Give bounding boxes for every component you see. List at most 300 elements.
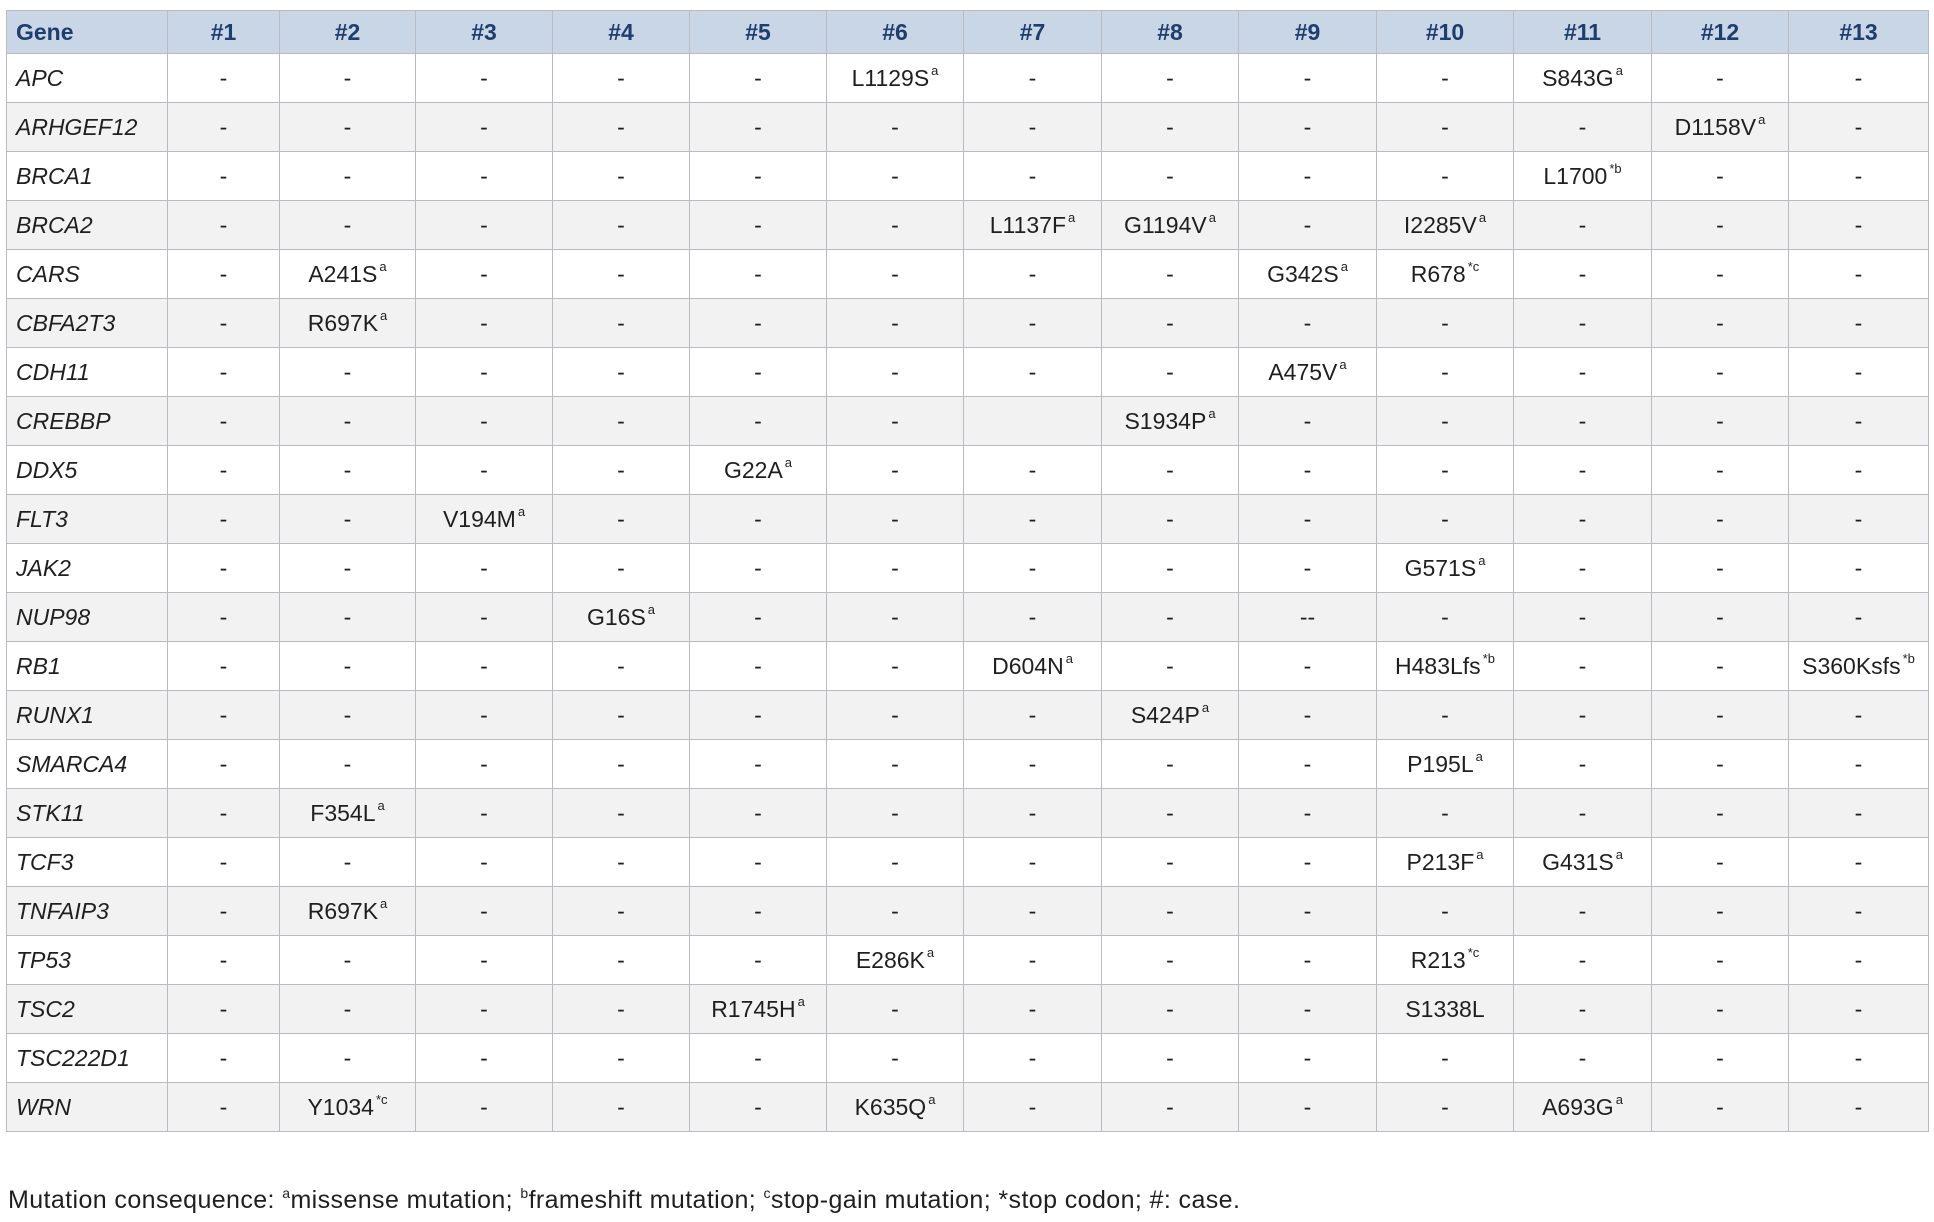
mutation-type-marker: a bbox=[380, 307, 388, 323]
mutation-value: - bbox=[1716, 750, 1724, 777]
mutation-value: - bbox=[1578, 456, 1587, 483]
mutation-value: - bbox=[343, 162, 352, 189]
gene-cell: CREBBP bbox=[7, 397, 168, 446]
mutation-type-marker: *c bbox=[1467, 944, 1480, 960]
mutation-type-marker: *c bbox=[375, 1091, 388, 1107]
table-row bbox=[7, 152, 1929, 201]
mutation-value: - bbox=[1716, 799, 1724, 826]
mutation-value: E286K bbox=[855, 946, 925, 973]
mutation-cell bbox=[964, 446, 1102, 495]
mutation-cell bbox=[1652, 348, 1789, 397]
mutation-value: - bbox=[1854, 554, 1863, 581]
column-header-case: #5 bbox=[690, 11, 827, 54]
mutation-value: - bbox=[1303, 64, 1312, 91]
mutation-cell bbox=[1102, 299, 1239, 348]
mutation-type-marker: a bbox=[1615, 846, 1623, 862]
mutation-value: - bbox=[1854, 113, 1863, 140]
mutation-value: - bbox=[1578, 358, 1587, 385]
mutation-cell bbox=[1102, 103, 1239, 152]
mutation-value: - bbox=[1854, 1093, 1863, 1120]
mutation-type-marker: a bbox=[647, 601, 656, 617]
mutation-value: - bbox=[480, 358, 488, 385]
mutation-cell bbox=[416, 642, 553, 691]
mutation-cell bbox=[1789, 740, 1929, 789]
mutation-cell bbox=[416, 740, 553, 789]
mutation-value: - bbox=[891, 554, 899, 581]
mutation-value: - bbox=[343, 603, 352, 630]
mutation-value: - bbox=[1578, 554, 1587, 581]
mutation-value: - bbox=[1441, 456, 1449, 483]
mutation-cell bbox=[416, 593, 553, 642]
mutation-cell bbox=[690, 348, 827, 397]
gene-cell: BRCA2 bbox=[7, 201, 168, 250]
mutation-cell bbox=[1789, 642, 1929, 691]
gene-cell: ARHGEF12 bbox=[7, 103, 168, 152]
mutation-cell bbox=[1239, 887, 1377, 936]
mutation-cell bbox=[1652, 250, 1789, 299]
mutation-cell bbox=[1789, 691, 1929, 740]
mutation-cell bbox=[1377, 642, 1514, 691]
mutation-value: - bbox=[617, 211, 625, 238]
mutation-cell bbox=[1789, 152, 1929, 201]
mutation-value: - bbox=[617, 260, 625, 287]
mutation-value: - bbox=[219, 309, 228, 336]
mutation-cell bbox=[416, 887, 553, 936]
mutation-cell bbox=[964, 691, 1102, 740]
gene-cell: CDH11 bbox=[7, 348, 168, 397]
mutation-cell bbox=[1789, 887, 1929, 936]
table-row bbox=[7, 250, 1929, 299]
mutation-cell bbox=[280, 348, 416, 397]
mutation-value: - bbox=[219, 211, 228, 238]
mutation-cell bbox=[827, 985, 964, 1034]
table-row bbox=[7, 495, 1929, 544]
mutation-cell bbox=[1514, 985, 1652, 1034]
mutation-value: G22A bbox=[723, 456, 783, 483]
mutation-value: R697K bbox=[307, 309, 379, 336]
mutation-value: - bbox=[1303, 1044, 1312, 1071]
footnote-frameshift-marker: b bbox=[520, 1185, 529, 1201]
mutation-type-marker: a bbox=[1208, 209, 1216, 225]
mutation-value: - bbox=[1716, 358, 1724, 385]
mutation-cell bbox=[553, 299, 690, 348]
mutation-cell bbox=[1102, 740, 1239, 789]
mutation-value: - bbox=[891, 652, 899, 679]
mutation-type-marker: a bbox=[784, 454, 793, 470]
mutation-cell bbox=[1514, 740, 1652, 789]
mutation-value: - bbox=[343, 1044, 352, 1071]
mutation-type-marker: a bbox=[377, 797, 385, 813]
mutation-value: - bbox=[617, 113, 625, 140]
mutation-cell bbox=[1377, 789, 1514, 838]
mutation-cell bbox=[280, 1034, 416, 1083]
mutation-cell bbox=[1239, 642, 1377, 691]
mutation-value: - bbox=[343, 64, 352, 91]
mutation-type-marker: *b bbox=[1482, 650, 1495, 666]
mutation-cell bbox=[1789, 593, 1929, 642]
mutation-value: - bbox=[1441, 113, 1449, 140]
mutation-value: - bbox=[1028, 554, 1037, 581]
column-header-case: #11 bbox=[1514, 11, 1652, 54]
mutation-cell bbox=[1652, 838, 1789, 887]
column-header-case: #1 bbox=[168, 11, 280, 54]
table-row bbox=[7, 642, 1929, 691]
mutation-cell bbox=[1789, 201, 1929, 250]
mutation-value: - bbox=[891, 358, 899, 385]
mutation-value: - bbox=[1303, 505, 1312, 532]
mutation-value: - bbox=[480, 162, 488, 189]
mutation-cell bbox=[416, 103, 553, 152]
mutation-value: - bbox=[1028, 799, 1037, 826]
mutation-cell bbox=[827, 1083, 964, 1132]
mutation-value: - bbox=[1166, 554, 1174, 581]
mutation-value: - bbox=[1716, 554, 1724, 581]
mutation-cell bbox=[1102, 397, 1239, 446]
mutation-type-marker: a bbox=[379, 258, 387, 274]
mutation-cell bbox=[1377, 495, 1514, 544]
column-header-case: #8 bbox=[1102, 11, 1239, 54]
mutation-cell bbox=[1652, 593, 1789, 642]
mutation-cell bbox=[964, 985, 1102, 1034]
mutation-value: - bbox=[343, 946, 352, 973]
mutation-value: - bbox=[480, 113, 488, 140]
mutation-cell bbox=[690, 152, 827, 201]
mutation-cell bbox=[1514, 593, 1652, 642]
mutation-cell bbox=[1102, 54, 1239, 103]
mutation-cell bbox=[690, 544, 827, 593]
mutation-cell bbox=[827, 152, 964, 201]
mutation-value: - bbox=[1441, 799, 1449, 826]
mutation-cell bbox=[553, 1083, 690, 1132]
mutation-value: - bbox=[1166, 162, 1174, 189]
mutation-cell bbox=[1102, 936, 1239, 985]
gene-cell: BRCA1 bbox=[7, 152, 168, 201]
mutation-value: D604N bbox=[992, 652, 1064, 679]
mutation-value: - bbox=[1166, 505, 1174, 532]
mutation-cell bbox=[1652, 936, 1789, 985]
mutation-cell bbox=[553, 446, 690, 495]
mutation-cell bbox=[168, 397, 280, 446]
gene-cell: NUP98 bbox=[7, 593, 168, 642]
mutation-value: - bbox=[343, 750, 352, 777]
mutation-cell bbox=[168, 691, 280, 740]
mutation-cell bbox=[1789, 54, 1929, 103]
mutation-cell bbox=[1239, 593, 1377, 642]
mutation-value: - bbox=[219, 113, 228, 140]
mutation-cell bbox=[1102, 593, 1239, 642]
mutation-value: P195L bbox=[1407, 750, 1474, 777]
mutation-cell bbox=[690, 103, 827, 152]
mutation-cell bbox=[1652, 397, 1789, 446]
mutation-value: - bbox=[1028, 1093, 1037, 1120]
mutation-cell bbox=[1239, 446, 1377, 495]
mutation-cell bbox=[964, 152, 1102, 201]
mutation-value: - bbox=[891, 505, 899, 532]
mutation-cell bbox=[553, 250, 690, 299]
mutation-cell bbox=[168, 789, 280, 838]
column-header-case: #12 bbox=[1652, 11, 1789, 54]
mutation-value: - bbox=[1303, 799, 1312, 826]
mutation-value: - bbox=[480, 946, 488, 973]
mutation-value: - bbox=[480, 701, 488, 728]
mutation-cell bbox=[280, 103, 416, 152]
mutation-value: - bbox=[891, 211, 899, 238]
mutation-cell bbox=[1239, 1034, 1377, 1083]
mutation-value: - bbox=[617, 309, 625, 336]
mutation-cell bbox=[416, 201, 553, 250]
table-row bbox=[7, 201, 1929, 250]
mutation-type-marker: a bbox=[1068, 209, 1076, 225]
mutation-cell bbox=[1377, 54, 1514, 103]
mutation-value: - bbox=[219, 64, 228, 91]
mutation-value: - bbox=[1441, 64, 1449, 91]
gene-cell: DDX5 bbox=[7, 446, 168, 495]
mutation-type-marker: a bbox=[797, 993, 805, 1009]
mutation-value: - bbox=[219, 407, 228, 434]
mutation-cell bbox=[553, 740, 690, 789]
mutation-value: - bbox=[1303, 113, 1312, 140]
mutation-value: - bbox=[1166, 1093, 1174, 1120]
mutation-cell bbox=[1789, 838, 1929, 887]
mutation-value: K635Q bbox=[854, 1093, 927, 1120]
mutation-value: - bbox=[891, 309, 899, 336]
mutation-value: - bbox=[754, 652, 762, 679]
gene-cell: TSC2 bbox=[7, 985, 168, 1034]
mutation-value: L1700 bbox=[1543, 162, 1608, 189]
mutation-cell bbox=[1102, 887, 1239, 936]
mutation-value: - bbox=[1441, 358, 1449, 385]
mutation-cell bbox=[553, 348, 690, 397]
footnote-stopgain: stop-gain mutation; *stop codon; #: case. bbox=[770, 1186, 1241, 1214]
mutation-cell bbox=[690, 691, 827, 740]
mutation-value: - bbox=[1854, 505, 1863, 532]
mutation-value: - bbox=[754, 603, 762, 630]
table-row bbox=[7, 299, 1929, 348]
mutation-cell bbox=[1514, 544, 1652, 593]
mutation-cell bbox=[690, 593, 827, 642]
mutation-value: - bbox=[754, 407, 762, 434]
mutation-cell bbox=[1652, 201, 1789, 250]
mutation-value: - bbox=[480, 1044, 488, 1071]
mutation-value: - bbox=[219, 456, 228, 483]
mutation-cell bbox=[553, 887, 690, 936]
mutation-cell bbox=[280, 54, 416, 103]
mutation-cell bbox=[1652, 54, 1789, 103]
mutation-cell bbox=[690, 495, 827, 544]
mutation-cell bbox=[1377, 544, 1514, 593]
mutation-cell bbox=[416, 1034, 553, 1083]
mutation-value: -- bbox=[1299, 603, 1316, 630]
mutation-cell bbox=[1102, 495, 1239, 544]
table-row bbox=[7, 544, 1929, 593]
mutation-value: - bbox=[1028, 64, 1037, 91]
mutation-cell bbox=[690, 740, 827, 789]
mutation-value: - bbox=[1166, 652, 1174, 679]
mutation-value: - bbox=[891, 603, 899, 630]
mutation-value: - bbox=[1716, 309, 1724, 336]
column-header-case: #9 bbox=[1239, 11, 1377, 54]
mutation-cell bbox=[1377, 250, 1514, 299]
mutation-cell bbox=[1239, 740, 1377, 789]
table-header-row bbox=[7, 11, 1929, 54]
mutation-cell bbox=[280, 887, 416, 936]
mutation-cell bbox=[553, 152, 690, 201]
mutation-value: - bbox=[891, 848, 899, 875]
mutation-cell bbox=[1377, 348, 1514, 397]
mutation-value: - bbox=[1166, 456, 1174, 483]
mutation-value: D1158V bbox=[1674, 113, 1757, 140]
mutation-cell bbox=[553, 495, 690, 544]
mutation-cell bbox=[690, 250, 827, 299]
mutation-value: V194M bbox=[442, 505, 516, 532]
mutation-value: - bbox=[891, 995, 899, 1022]
mutation-cell bbox=[416, 348, 553, 397]
table-row bbox=[7, 691, 1929, 740]
mutation-cell bbox=[1789, 789, 1929, 838]
mutation-cell bbox=[168, 103, 280, 152]
column-header-case: #4 bbox=[553, 11, 690, 54]
mutation-type-marker: a bbox=[1475, 748, 1483, 764]
mutation-cell bbox=[1102, 985, 1239, 1034]
mutation-value: - bbox=[617, 1093, 625, 1120]
mutation-cell bbox=[1239, 838, 1377, 887]
mutation-value: - bbox=[480, 211, 488, 238]
mutation-type-marker: a bbox=[931, 62, 939, 78]
mutation-cell bbox=[1102, 348, 1239, 397]
mutation-cell bbox=[553, 642, 690, 691]
mutation-cell bbox=[416, 691, 553, 740]
mutation-cell bbox=[690, 1083, 827, 1132]
mutation-value: - bbox=[343, 701, 352, 728]
mutation-value: - bbox=[1854, 750, 1863, 777]
mutation-cell bbox=[1377, 1083, 1514, 1132]
mutation-value: - bbox=[891, 897, 899, 924]
mutation-value: - bbox=[1441, 505, 1449, 532]
gene-cell: TSC222D1 bbox=[7, 1034, 168, 1083]
mutation-cell bbox=[827, 593, 964, 642]
mutation-cell bbox=[1789, 348, 1929, 397]
mutation-cell bbox=[827, 446, 964, 495]
mutation-value: - bbox=[1303, 554, 1312, 581]
mutation-value: - bbox=[1028, 897, 1037, 924]
mutation-cell bbox=[1514, 936, 1652, 985]
mutation-value: H483Lfs bbox=[1395, 652, 1481, 679]
mutation-cell bbox=[1239, 348, 1377, 397]
mutation-cell bbox=[1377, 887, 1514, 936]
mutation-value: - bbox=[1578, 897, 1587, 924]
mutation-cell bbox=[827, 299, 964, 348]
mutation-cell bbox=[416, 789, 553, 838]
mutation-value: - bbox=[1303, 995, 1312, 1022]
mutation-cell bbox=[964, 1034, 1102, 1083]
mutation-value: G571S bbox=[1404, 554, 1477, 581]
mutation-cell bbox=[1514, 446, 1652, 495]
mutation-value: - bbox=[219, 897, 228, 924]
gene-cell: RUNX1 bbox=[7, 691, 168, 740]
mutation-cell bbox=[168, 250, 280, 299]
mutation-cell bbox=[1514, 1083, 1652, 1132]
mutation-value: - bbox=[1854, 946, 1863, 973]
mutation-value: - bbox=[1303, 701, 1312, 728]
mutation-type-marker: a bbox=[1615, 62, 1623, 78]
mutation-value: - bbox=[1578, 309, 1587, 336]
mutation-type-marker: a bbox=[517, 503, 526, 519]
mutation-value: - bbox=[1303, 456, 1312, 483]
mutation-cell bbox=[1789, 544, 1929, 593]
mutation-cell bbox=[1514, 152, 1652, 201]
mutation-cell bbox=[1102, 838, 1239, 887]
mutation-cell bbox=[827, 397, 964, 446]
mutation-value: - bbox=[1303, 848, 1312, 875]
mutation-cell bbox=[280, 201, 416, 250]
mutation-value: - bbox=[219, 260, 228, 287]
gene-cell: JAK2 bbox=[7, 544, 168, 593]
mutation-value: - bbox=[754, 1044, 762, 1071]
mutation-value: - bbox=[219, 162, 228, 189]
mutation-value: - bbox=[1028, 113, 1037, 140]
mutation-value: - bbox=[219, 848, 228, 875]
mutation-value: - bbox=[343, 456, 352, 483]
mutation-cell bbox=[690, 1034, 827, 1083]
mutation-cell bbox=[280, 544, 416, 593]
mutation-cell bbox=[553, 397, 690, 446]
mutation-cell bbox=[1239, 152, 1377, 201]
column-header-case: #7 bbox=[964, 11, 1102, 54]
table-row bbox=[7, 446, 1929, 495]
mutation-cell bbox=[280, 985, 416, 1034]
gene-cell: TP53 bbox=[7, 936, 168, 985]
mutation-value: - bbox=[1854, 260, 1863, 287]
mutation-value: S843G bbox=[1542, 64, 1614, 91]
mutation-value: - bbox=[1166, 113, 1174, 140]
mutation-value: - bbox=[219, 995, 228, 1022]
mutation-cell bbox=[553, 789, 690, 838]
mutation-value: G342S bbox=[1267, 260, 1339, 287]
table-row bbox=[7, 838, 1929, 887]
column-header-case: #10 bbox=[1377, 11, 1514, 54]
mutation-value: - bbox=[1854, 309, 1863, 336]
mutation-value: G1194V bbox=[1124, 211, 1207, 238]
mutation-value: - bbox=[1028, 456, 1037, 483]
mutation-value: - bbox=[219, 358, 228, 385]
mutation-value: - bbox=[1716, 995, 1724, 1022]
mutation-value: - bbox=[1166, 64, 1174, 91]
mutation-cell bbox=[1102, 201, 1239, 250]
mutation-value: - bbox=[1854, 162, 1863, 189]
mutation-value: - bbox=[1716, 260, 1724, 287]
mutation-cell bbox=[280, 152, 416, 201]
mutation-cell bbox=[827, 838, 964, 887]
mutation-value: F354L bbox=[310, 799, 376, 826]
mutation-cell bbox=[1102, 789, 1239, 838]
mutation-cell bbox=[553, 691, 690, 740]
mutation-value: Y1034 bbox=[307, 1093, 374, 1120]
mutation-value: - bbox=[1166, 799, 1174, 826]
mutation-cell bbox=[416, 152, 553, 201]
mutation-value: - bbox=[343, 652, 352, 679]
mutation-cell bbox=[1652, 495, 1789, 544]
mutation-value: - bbox=[1303, 162, 1312, 189]
mutation-value: - bbox=[1578, 113, 1587, 140]
mutation-value: - bbox=[1578, 701, 1587, 728]
mutation-cell bbox=[1377, 936, 1514, 985]
mutation-value: - bbox=[480, 260, 488, 287]
mutation-value: - bbox=[480, 407, 488, 434]
mutation-cell bbox=[690, 838, 827, 887]
table-row bbox=[7, 348, 1929, 397]
mutation-cell bbox=[553, 103, 690, 152]
mutation-value: - bbox=[617, 995, 625, 1022]
